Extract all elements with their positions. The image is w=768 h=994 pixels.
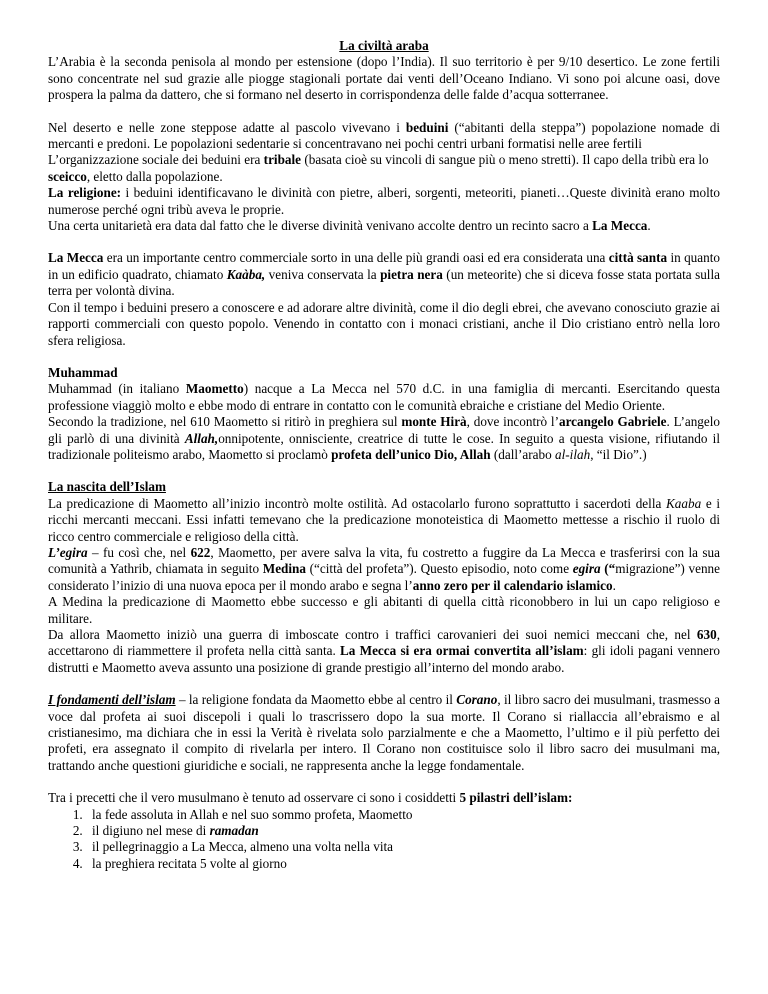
text-span: Secondo la tradizione, nel 610 Maometto si ritirò in preghiera sul: [48, 414, 402, 430]
list-item: [86, 807, 720, 823]
unity-line: [48, 218, 720, 234]
text-span: Con il tempo i beduini presero a conoscere e ad adorare altre divinità, come il dio degli ebrei, che avevano conosciuto grazie ai rapporti commerciali con questo popolo. Venendo in contatto con i monaci cristiani, anche il Dio cristiano entrò nella loro sfera religiosa.: [48, 299, 720, 348]
text-span: onnipotente, onnisciente, creatrice di tutte le cose. In seguito a questa visione, rifiutando il tradizionale politeismo arabo, Maometto si proclamò: [48, 430, 720, 462]
text-span: , Maometto, per avere salva la vita, fu costretto a fuggire da La Mecca e trasferirsi con la sua comunità a Yathrib, chiamata in seguito: [48, 544, 720, 577]
term-al-ilah: al-ilah: [555, 446, 591, 462]
mecca-line: [48, 250, 720, 299]
text-span: Da allora Maometto iniziò una guerra di imboscate contro i traffici carovanieri dei suoi nemici meccani che, nel: [48, 627, 697, 642]
text-span: , dove incontrò l’: [466, 414, 559, 430]
term-la-mecca: La Mecca: [592, 218, 648, 234]
opposition-line: [48, 496, 720, 545]
term-la-mecca: La Mecca: [48, 250, 104, 266]
text-span: A Medina la predicazione di Maometto ebbe successo e gli abitanti di quella città riconobbero in lui un capo religioso e militare.: [48, 594, 720, 626]
revelation-line: [48, 414, 720, 463]
beduini-line: [48, 120, 720, 153]
term-ramadan: ramadan: [209, 823, 259, 839]
term-monte-hira: monte Hirà: [401, 414, 467, 430]
text-span: – la religione fondata da Maometto ebbe al centro il: [175, 692, 457, 708]
text-span: i beduini identificavano le divinità con pietre, alberi, sorgenti, meteoriti, pianeti…Queste divinità erano molto numerose perché ogni tribù aveva le proprie.: [48, 185, 720, 217]
text-span: Nel deserto e nelle zone steppose adatte al pascolo vivevano i: [48, 119, 406, 135]
text-span: Una certa unitarietà era data dal fatto che le diverse divinità venivano accolte dentro un recinto sacro a: [48, 218, 593, 234]
list-item: [86, 856, 720, 872]
text-span: La predicazione di Maometto all’inizio incontrò molte ostilità. Ad ostacolarlo furono soprattutto i sacerdoti della: [48, 495, 666, 511]
term-5-pilastri: 5 pilastri dell’islam:: [459, 790, 573, 806]
heading-nascita-islam: La nascita dell’Islam: [48, 479, 166, 495]
section-pilastri: [48, 790, 720, 872]
text-span: Muhammad (in italiano: [48, 381, 186, 397]
pilastri-intro: [48, 790, 720, 806]
fondamenti-line: [48, 692, 720, 774]
text-span: , eletto dalla popolazione.: [86, 168, 223, 184]
text-span: (“città del profeta”). Questo episodio, noto come: [305, 561, 573, 577]
paragraph-arabia: [48, 54, 720, 103]
term-kaaba: Kaaba: [666, 495, 702, 511]
war-line: [48, 627, 720, 676]
text-span: veniva conservata la: [265, 266, 381, 282]
term-arcangelo-gabriele: arcangelo Gabriele: [558, 414, 667, 430]
list-item-text: la fede assoluta in Allah e nel suo sommo profeta, Maometto: [92, 806, 413, 822]
heading-muhammad: Muhammad: [48, 364, 118, 380]
text-span: – fu così che, nel: [87, 544, 191, 560]
text-span: L’organizzazione sociale dei beduini era: [48, 152, 264, 168]
section-muhammad: [48, 365, 720, 463]
list-item-text: il pellegrinaggio a La Mecca, almeno una volta nella vita: [92, 839, 393, 855]
text-span: migrazione”) venne considerato l’inizio di una nuova epoca per il mondo arabo e segna l’: [48, 561, 720, 593]
text-span: : gli idoli pagani vennero distrutti e Maometto aveva assunto una posizione di grande prestigio all’interno del mondo arabo.: [48, 643, 720, 675]
year-622: 622: [190, 544, 211, 560]
paragraph-arabia-text: L’Arabia è la seconda penisola al mondo per estensione (dopo l’India). Il suo territorio è per 9/10 desertico. Le zone fertili sono concentrate nel sud grazie alle piogge stagionali portate dai venti dell’Oceano Indiano. Vi sono poi alcune oasi, dove prospera la palma da dattero, che si formano nel deserto in corrispondenza delle falde d’acqua sotterranee.: [48, 54, 720, 103]
text-span: (basata cioè su vincoli di sangue più o meno stretti). Il capo della tribù era lo: [301, 152, 709, 168]
text-span: Tra i precetti che il vero musulmano è tenuto ad osservare ci sono i cosiddetti: [48, 790, 460, 806]
text-span: in quanto in un edificio quadrato, chiamato: [48, 250, 720, 282]
text-span: (“abitanti della steppa”) popolazione nomade di mercanti e predoni. Le popolazioni sedentarie si concentravano nei pochi centri urbani formatisi nelle aree fertili: [48, 119, 721, 152]
religion-line: [48, 185, 720, 218]
paragraph-beduini: [48, 120, 720, 235]
text-span: .: [647, 218, 651, 234]
text-span: (dall’arabo: [490, 446, 556, 462]
organization-line: [48, 152, 720, 185]
egira-line: [48, 545, 720, 594]
text-span: (“: [600, 561, 616, 577]
term-profeta: profeta dell’unico Dio, Allah: [331, 446, 491, 462]
term-anno-zero: anno zero per il calendario islamico: [412, 577, 613, 593]
label-fondamenti: I fondamenti dell’islam: [48, 692, 176, 708]
label-religione: La religione:: [48, 185, 122, 201]
term-egira: egira: [572, 561, 601, 577]
term-medina: Medina: [262, 561, 306, 577]
section-fondamenti: [48, 692, 720, 774]
document-page: [48, 38, 720, 872]
term-citta-santa: città santa: [608, 250, 668, 266]
term-allah: Allah,: [184, 430, 219, 446]
medina-line: [48, 594, 720, 627]
text-span: , il libro sacro dei musulmani, trasmesso a voce dal profeta ai suoi discepoli i quali lo trascrissero dopo la sua morte. Il Corano si riallaccia all’ebraismo e al cristianesimo, ma dichiara che in essi la Verità è rivelata solo parzialmente e che a Maometto, l’ultimo e il più perfetto dei profeti, era assegnato il compito di rivelarla per intero. Il Corano non costituisce solo il libro sacro dei musulmani ma, trattando anche questioni giuridiche e sociali, ne rappresenta anche la legge fondamentale.: [48, 692, 720, 773]
text-span: , accettarono di riammettere il profeta nella città santa.: [48, 627, 720, 659]
term-kaaba: Kaàba,: [226, 266, 266, 282]
text-span: , “il Dio”.): [590, 446, 647, 462]
text-span: era un importante centro commerciale sorto in una delle più grandi oasi ed era considerata una: [103, 250, 609, 266]
term-maometto: Maometto: [185, 381, 244, 397]
term-corano: Corano: [456, 692, 498, 708]
gods-line: [48, 300, 720, 349]
label-egira: L’egira: [48, 544, 88, 560]
list-item-text: il digiuno nel mese di: [92, 823, 210, 839]
list-item-text: la preghiera recitata 5 volte al giorno: [92, 855, 287, 871]
term-mecca-convertita: La Mecca si era ormai convertita all’islam: [340, 643, 584, 659]
term-beduini: beduini: [405, 119, 449, 135]
text-span: e i ricchi mercanti meccani. Essi infatti temevano che la predicazione monoteistica di Maometto mettesse a rischio il ruolo di ricco centro commerciale e religioso della città.: [48, 495, 720, 544]
section-nascita-islam: [48, 479, 720, 676]
term-pietra-nera: pietra nera: [380, 266, 443, 282]
text-span: (un meteorite) che si diceva fosse stata portata sulla terra per volontà divina.: [48, 266, 720, 299]
list-item: [86, 839, 720, 855]
year-630: 630: [696, 627, 717, 642]
term-tribale: tribale: [263, 152, 302, 168]
pillars-list: [48, 807, 720, 873]
list-item: [86, 823, 720, 839]
text-span: . L’angelo gli parlò di una divinità: [48, 414, 721, 446]
document-title: La civiltà araba: [339, 38, 429, 53]
paragraph-la-mecca: [48, 250, 720, 348]
text-span: .: [612, 577, 616, 593]
muhammad-line: [48, 381, 720, 414]
term-sceicco: sceicco: [48, 168, 87, 184]
text-span: ) nacque a La Mecca nel 570 d.C. in una famiglia di mercanti. Esercitando questa professione viaggiò molto e ebbe modo di entrare in contatto con le comunità ebraiche e cristiane del Medio Oriente.: [48, 381, 720, 413]
